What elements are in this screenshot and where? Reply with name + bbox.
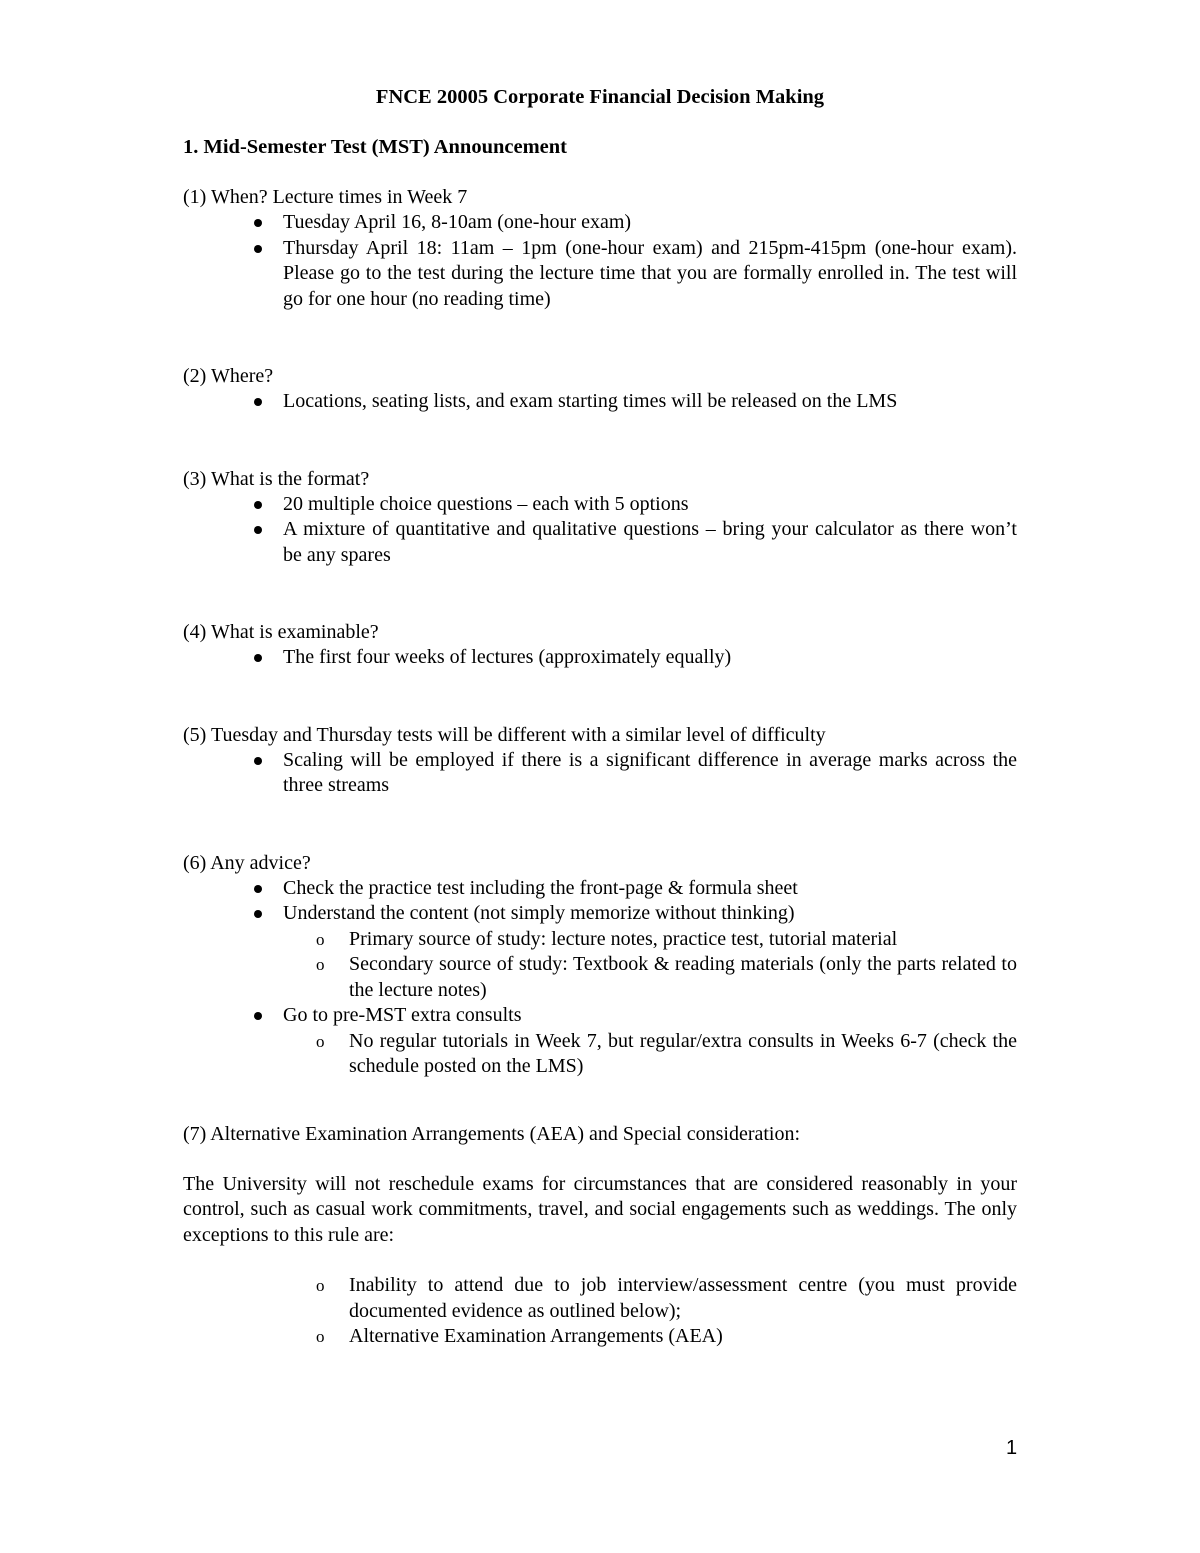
list-item — [183, 492, 1017, 518]
sub-list-item — [283, 927, 1017, 953]
bullet-list — [183, 876, 1017, 1080]
question-advice — [183, 850, 1017, 1080]
sub-bullet-icon: o — [316, 929, 325, 949]
question-heading: (6) Any advice? — [183, 851, 311, 874]
list-item — [183, 645, 1017, 671]
question-heading: (3) What is the format? — [183, 467, 370, 490]
bullet-list — [183, 210, 1017, 312]
list-item — [183, 389, 1017, 415]
bullet-text: Understand the content (not simply memorize without thinking) — [283, 902, 795, 924]
bullet-icon — [254, 398, 262, 406]
bullet-text: The first four weeks of lectures (approximately equally) — [283, 646, 732, 668]
question-heading: (4) What is examinable? — [183, 621, 379, 643]
question-heading: (1) When? Lecture times in Week 7 — [183, 186, 468, 208]
question-where — [183, 363, 1017, 415]
list-item — [183, 748, 1017, 799]
bullet-text: Go to pre-MST extra consults — [283, 1004, 522, 1026]
sub-bullet-text: Primary source of study: lecture notes, practice test, tutorial material — [349, 927, 898, 950]
bullet-icon — [254, 885, 262, 893]
bullet-icon — [254, 654, 262, 662]
bullet-text: A mixture of quantitative and qualitative questions – bring your calculator as there won’t be any spares — [283, 518, 1017, 566]
sub-list — [283, 1029, 1017, 1080]
section-heading: 1. Mid-Semester Test (MST) Announcement — [183, 136, 567, 158]
list-item — [183, 876, 1017, 902]
sub-bullet-text: Secondary source of study: Textbook & reading materials (only the parts related to the lecture notes) — [349, 953, 1017, 1001]
bullet-text: Locations, seating lists, and exam starting times will be released on the LMS — [283, 390, 898, 412]
sub-list-item — [283, 1029, 1017, 1080]
question-heading: (2) Where? — [183, 365, 274, 387]
sub-bullet-icon: o — [316, 1276, 325, 1295]
list-item — [183, 517, 1017, 568]
exception-text: Inability to attend due to job interview/assessment centre (you must provide documented evidence as outlined below); — [349, 1274, 1017, 1322]
sub-list — [283, 927, 1017, 1004]
bullet-icon — [254, 1012, 262, 1020]
list-item — [183, 1273, 1017, 1324]
bullet-text: Check the practice test including the front-page & formula sheet — [283, 876, 798, 899]
bullet-list — [183, 645, 1017, 671]
question-difficulty — [183, 722, 1017, 799]
question-format — [183, 466, 1017, 569]
exceptions-list — [183, 1273, 1017, 1350]
sub-list-item — [283, 952, 1017, 1003]
document-title: FNCE 20005 Corporate Financial Decision Making — [375, 86, 825, 108]
question-heading: (5) Tuesday and Thursday tests will be different with a similar level of difficulty — [183, 723, 826, 746]
bullet-icon — [254, 245, 262, 253]
bullet-icon — [254, 219, 262, 227]
list-item — [183, 236, 1017, 313]
bullet-icon — [254, 526, 262, 534]
sub-bullet-icon: o — [316, 955, 325, 974]
question-examinable — [183, 619, 1017, 671]
bullet-text: Thursday April 18: 11am – 1pm (one-hour exam) and 215pm-415pm (one-hour exam). Please go to the test during the lecture time that you are formally enrolled in. The test will go for one hour (no reading time) — [283, 236, 1017, 310]
page-number: 1 — [1006, 1437, 1018, 1459]
bullet-icon — [254, 910, 262, 918]
aea-paragraph: The University will not reschedule exams for circumstances that are considered reasonably in your control, such as casual work commitments, travel, and social engagements such as weddings. The only exceptions to this rule are: — [183, 1172, 1017, 1246]
bullet-text: 20 multiple choice questions – each with 5 options — [283, 492, 689, 515]
list-item — [183, 210, 1017, 236]
question-heading: (7) Alternative Examination Arrangements (AEA) and Special consideration: — [183, 1122, 801, 1145]
bullet-text: Tuesday April 16, 8-10am (one-hour exam) — [283, 211, 632, 233]
bullet-list — [183, 492, 1017, 569]
list-item — [183, 901, 1017, 1003]
bullet-list — [183, 748, 1017, 799]
bullet-list — [183, 389, 1017, 415]
question-when — [183, 184, 1017, 312]
bullet-icon — [254, 757, 262, 765]
question-aea — [183, 1121, 1017, 1350]
list-item — [183, 1003, 1017, 1080]
bullet-icon — [254, 501, 262, 509]
exception-text: Alternative Examination Arrangements (AEA) — [349, 1325, 723, 1347]
sub-bullet-text: No regular tutorials in Week 7, but regular/extra consults in Weeks 6-7 (check the schedule posted on the LMS) — [349, 1029, 1017, 1077]
sub-bullet-icon: o — [316, 1327, 325, 1346]
document-page — [183, 84, 1017, 1350]
sub-bullet-icon: o — [316, 1031, 325, 1051]
list-item — [183, 1324, 1017, 1350]
bullet-text: Scaling will be employed if there is a significant difference in average marks across the three streams — [283, 748, 1017, 796]
